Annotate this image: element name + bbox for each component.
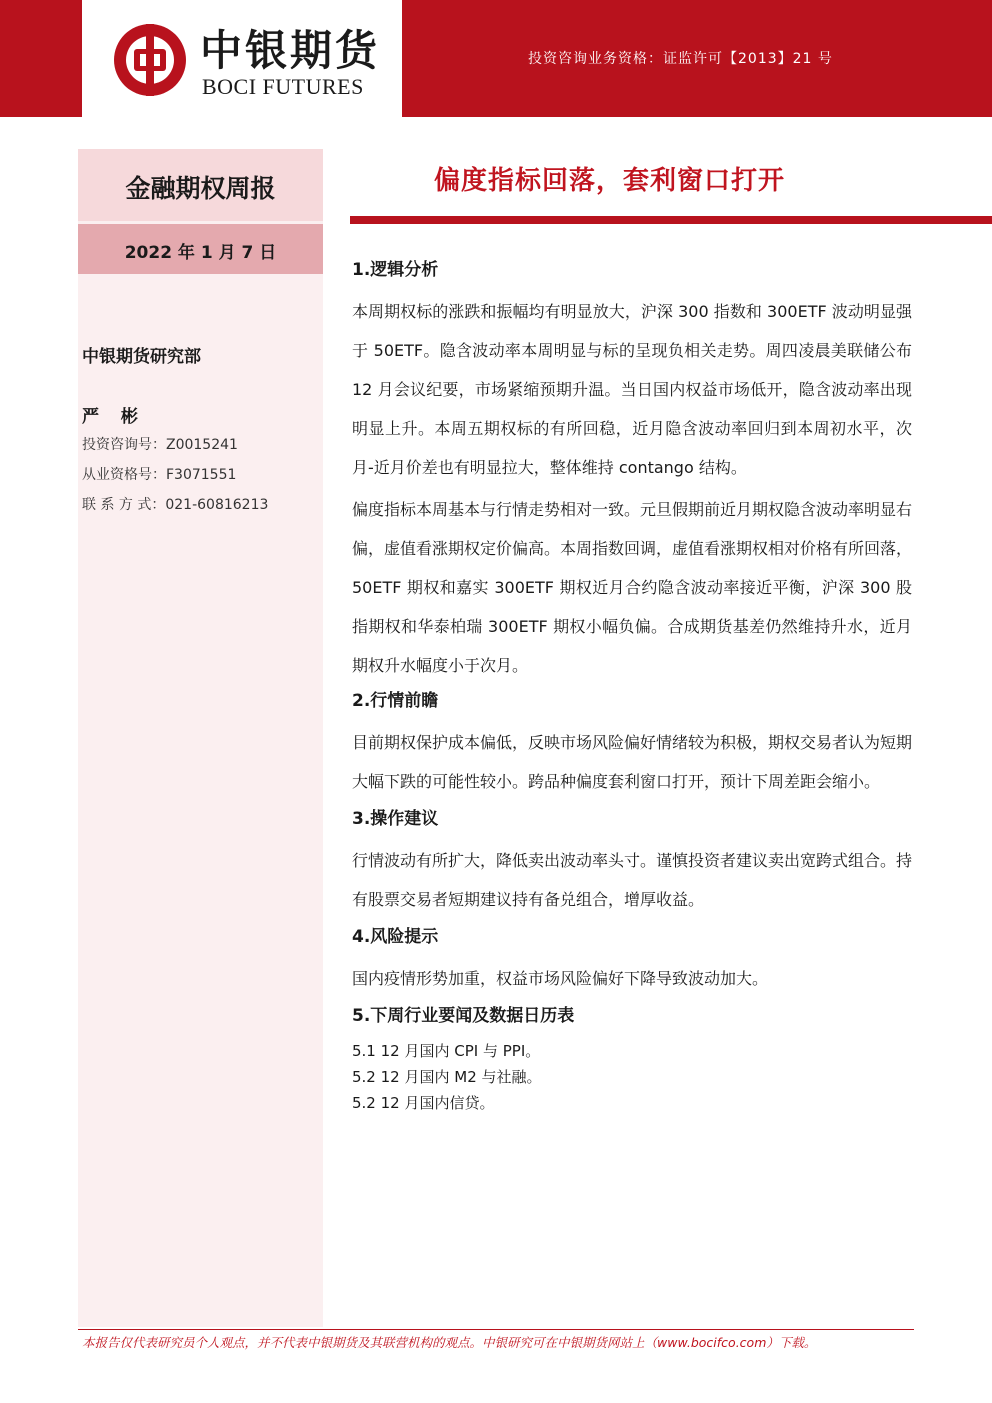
consult-number: 投资咨询号：Z0015241 <box>82 437 238 453</box>
brand-name-en: BOCI FUTURES <box>202 74 364 99</box>
report-date: 2022 年 1 月 7 日 <box>124 243 277 263</box>
footer-rule <box>78 1329 914 1330</box>
section-heading-outlook: 2.行情前瞻 <box>352 691 439 711</box>
contact-info: 联 系 方 式：021-60816213 <box>82 497 269 513</box>
logic-paragraph-1: 本周期权标的涨跌和振幅均有明显放大，沪深 300 指数和 300ETF 波动明显强于 50ETF。隐含波动率本周明显与标的呈现负相关走势。周四凌晨美联储公布 12 月会议纪要，市场紧缩预期升温。当日国内权益市场低开，隐含波动率出现明显上升。本周五期权标的有所回稳，近月隐含波动率回归到本周初水平，次月-近月价差也有明显拉大，整体维持 contango 结构。 <box>352 302 912 477</box>
section-heading-risk: 4.风险提示 <box>352 927 439 947</box>
boc-logo-icon <box>112 22 188 98</box>
analyst-name: 严 彬 <box>82 407 146 427</box>
header-red-band-left <box>0 0 82 117</box>
calendar-list <box>352 1038 912 1116</box>
research-department: 中银期货研究部 <box>82 347 201 367</box>
logic-paragraph-2: 偏度指标本周基本与行情走势相对一致。元旦假期前近月期权隐含波动率明显右偏，虚值看涨期权定价偏高。本周指数回调，虚值看涨期权相对价格有所回落，50ETF 期权和嘉实 300ETF 期权近月合约隐含波动率接近平衡，沪深 300 股指期权和华泰柏瑞 300ETF 期权小幅负偏。合成期货基差仍然维持升水，近月期权升水幅度小于次月。 <box>352 500 913 675</box>
strategy-paragraph: 行情波动有所扩大，降低卖出波动率头寸。谨慎投资者建议卖出宽跨式组合。持有股票交易者短期建议持有备兑组合，增厚收益。 <box>352 851 913 909</box>
risk-paragraph: 国内疫情形势加重，权益市场风险偏好下降导致波动加大。 <box>352 969 769 988</box>
sidebar-panel <box>78 149 323 1327</box>
brand-name-cn: 中银期货 <box>200 26 381 75</box>
title-rule <box>350 216 992 224</box>
footer-disclaimer: 本报告仅代表研究员个人观点，并不代表中银期货及其联营机构的观点。中银研究可在中银期货网站上（www.bocifco.com）下载。 <box>82 1335 817 1350</box>
list-item: 5.1 12 月国内 CPI 与 PPI。 <box>352 1042 541 1060</box>
report-type-title: 金融期权周报 <box>125 174 276 203</box>
license-text: 投资咨询业务资格：证监许可【2013】21 号 <box>528 51 833 67</box>
list-item: 5.2 12 月国内信贷。 <box>352 1094 495 1112</box>
section-heading-logic: 1.逻辑分析 <box>352 260 439 280</box>
qualification-number: 从业资格号：F3071551 <box>82 467 237 483</box>
section-heading-calendar: 5.下周行业要闻及数据日历表 <box>352 1006 575 1026</box>
report-body <box>352 258 912 1116</box>
outlook-paragraph: 目前期权保护成本偏低，反映市场风险偏好情绪较为积极，期权交易者认为短期大幅下跌的可能性较小。跨品种偏度套利窗口打开，预计下周差距会缩小。 <box>352 733 913 791</box>
report-title: 偏度指标回落，套利窗口打开 <box>434 166 786 196</box>
list-item: 5.2 12 月国内 M2 与社融。 <box>352 1068 542 1086</box>
section-heading-strategy: 3.操作建议 <box>352 809 439 829</box>
